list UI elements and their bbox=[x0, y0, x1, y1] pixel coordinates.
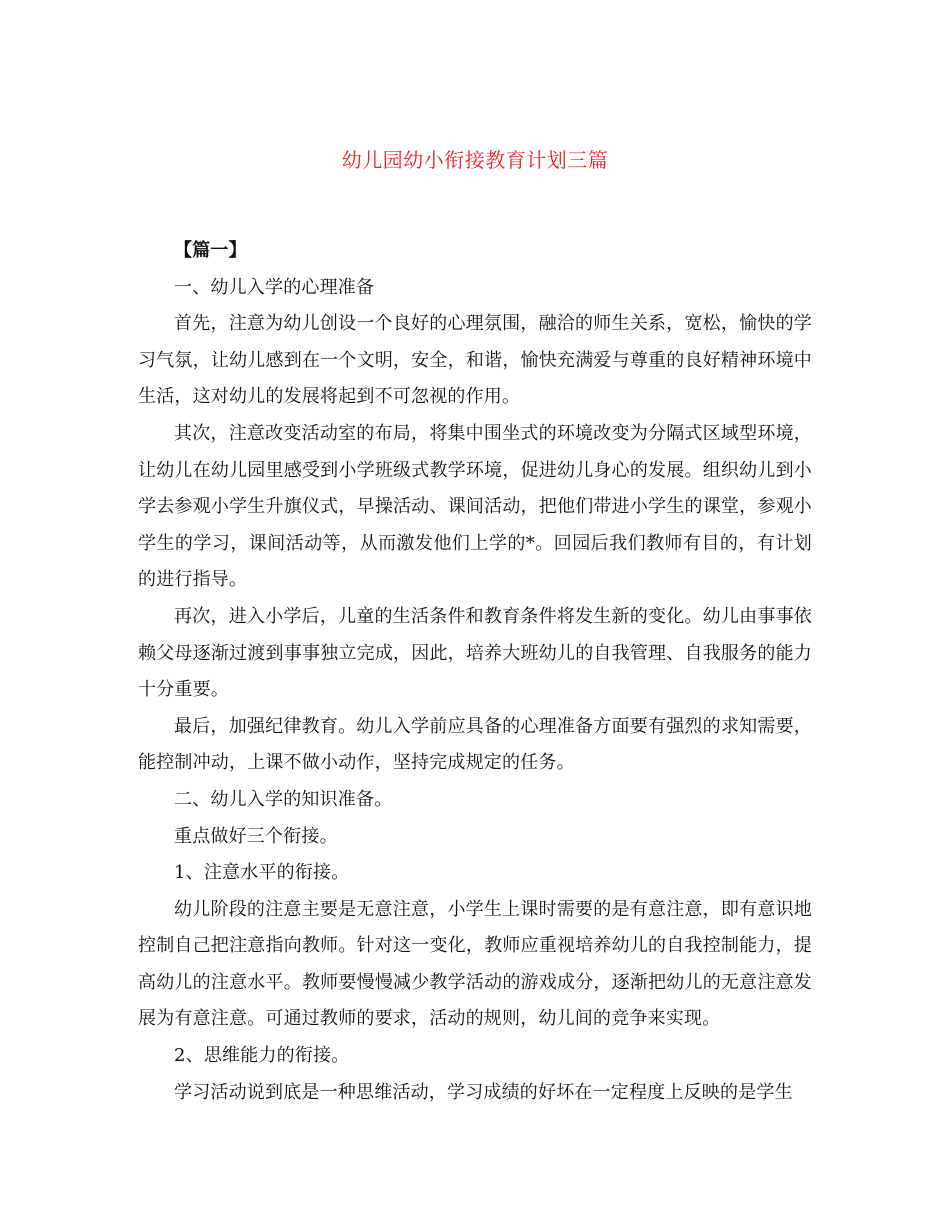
paragraph-attention: 幼儿阶段的注意主要是无意注意，小学生上课时需要的是有意注意，即有意识地控制自己把注意指向教师。针对这一变化，教师应重视培养幼儿的自我控制能力，提高幼儿的注意水平。教师要慢慢减少教学活动的游戏成分，逐渐把幼儿的无意注意发展为有意注意。可通过教师的要求，活动的规则，幼儿间的竞争来实现。 bbox=[138, 898, 812, 1030]
subheading-attention-level: 1、注意水平的衔接。 bbox=[174, 862, 350, 884]
paragraph-thinking: 学习活动说到底是一种思维活动，学习成绩的好坏在一定程度上反映的是学生 bbox=[174, 1081, 793, 1103]
paragraph-first: 首先，注意为幼儿创设一个良好的心理氛围，融洽的师生关系，宽松，愉快的学习气氛，让幼儿感到在一个文明，安全，和谐，愉快充满爱与尊重的良好精神环境中生活，这对幼儿的发展将起到不可忽视的作用。 bbox=[138, 313, 812, 408]
paragraph-three-links: 重点做好三个衔接。 bbox=[174, 825, 338, 847]
subheading-thinking-ability: 2、思维能力的衔接。 bbox=[174, 1045, 350, 1067]
paragraph-third: 再次，进入小学后，儿童的生活条件和教育条件将发生新的变化。幼儿由事事依赖父母逐渐过渡到事事独立完成，因此，培养大班幼儿的自我管理、自我服务的能力十分重要。 bbox=[138, 605, 812, 701]
heading-knowledge-prep: 二、幼儿入学的知识准备。 bbox=[174, 788, 393, 810]
document-title: 幼儿园幼小衔接教育计划三篇 bbox=[341, 148, 609, 172]
document-body bbox=[138, 233, 812, 1111]
heading-psychological-prep: 一、幼儿入学的心理准备 bbox=[174, 276, 375, 298]
section-tag: 【篇一】 bbox=[174, 240, 247, 261]
paragraph-second: 其次，注意改变活动室的布局，将集中围坐式的环境改变为分隔式区域型环境，让幼儿在幼儿园里感受到小学班级式教学环境，促进幼儿身心的发展。组织幼儿到小学去参观小学生升旗仪式，早操活动、课间活动，把他们带进小学生的课堂，参观小学生的学习，课间活动等，从而激发他们上学的*。回园后我们教师有目的，有计划的进行指导。 bbox=[138, 422, 812, 591]
paragraph-finally: 最后，加强纪律教育。幼儿入学前应具备的心理准备方面要有强烈的求知需要，能控制冲动，上课不做小动作，坚持完成规定的任务。 bbox=[138, 715, 812, 774]
